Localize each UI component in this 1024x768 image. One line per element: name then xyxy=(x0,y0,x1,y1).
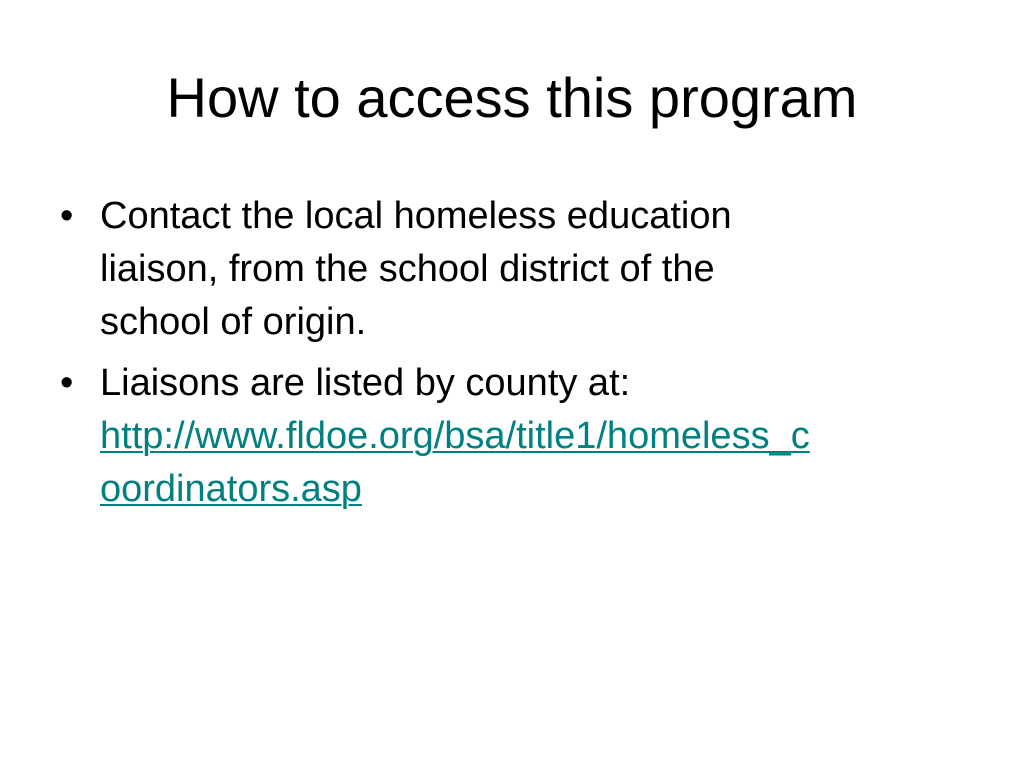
bullet-item-contact-liaison xyxy=(60,190,960,349)
bullet-text-line: school of origin. xyxy=(100,301,367,343)
slide-title: How to access this program xyxy=(166,66,858,129)
link-text-line[interactable]: http://www.fldoe.org/bsa/title1/homeless_c xyxy=(100,415,810,457)
bullet-item-liaisons-listed xyxy=(60,357,960,516)
bullet-list xyxy=(60,190,960,524)
bullet-dot-icon: • xyxy=(60,195,74,237)
bullet-text-line: Contact the local homeless education xyxy=(100,195,732,237)
link-text-line[interactable]: oordinators.asp xyxy=(100,468,362,510)
bullet-text-line: Liaisons are listed by county at: xyxy=(100,362,631,404)
bullet-dot-icon: • xyxy=(60,362,74,404)
homeless-coordinators-link-continued[interactable] xyxy=(100,463,960,516)
bullet-text-line: liaison, from the school district of the xyxy=(100,248,715,290)
homeless-coordinators-link[interactable] xyxy=(100,410,960,463)
